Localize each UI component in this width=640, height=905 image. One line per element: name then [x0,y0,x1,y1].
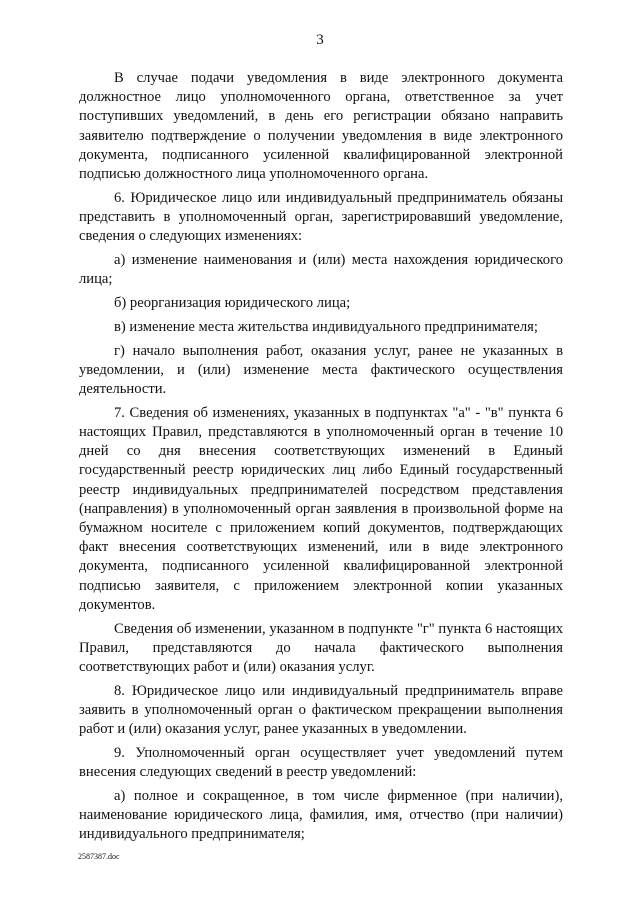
paragraph-6g: г) начало выполнения работ, оказания услуг, ранее не указанных в уведомлении, и (или) изменение места фактического осуществления деятельности. [79,342,563,398]
paragraph-6: 6. Юридическое лицо или индивидуальный предприниматель обязаны представить в уполномоченный орган, зарегистрировавший уведомление, сведения о следующих изменениях: [79,189,563,245]
paragraph-6v: в) изменение места жительства индивидуального предпринимателя; [114,318,538,335]
paragraph-9a: а) полное и сокращенное, в том числе фирменное (при наличии), наименование юридического лица, фамилия, имя, отчество (при наличии) индивидуального предпринимателя; [79,788,563,843]
document-body [79,69,563,849]
paragraph-7: 7. Сведения об изменениях, указанных в подпунктах "а" - "в" пункта 6 настоящих Правил, представляются в уполномоченный орган в течение 10 дней со дня внесения соответствующих изменений в Единый государственный реестр юридических лиц либо Единый государственный реестр индивидуальных предпринимателей посредством представления (направления) в уполномоченный орган заявления в произвольной форме на бумажном носителе с приложением копий документов, подтверждающих факт внесения соответствующих изменений, или в виде электронного документа, подписанного усиленной квалифицированной электронной подписью заявителя, с приложением электронной копии указанных документов. [79,404,563,613]
paragraph-electronic-notification: В случае подачи уведомления в виде электронного документа должностное лицо уполномоченного органа, ответственное за учет поступивших уведомлений, в день его регистрации обязано направить заявителю подтверждение о получении уведомления в виде электронного документа, подписанного усиленной квалифицированной электронной подписью должностного лица уполномоченного органа. [79,70,563,183]
paragraph-9: 9. Уполномоченный орган осуществляет учет уведомлений путем внесения следующих сведений в реестр уведомлений: [79,745,563,781]
file-name-footer: 2587387.doc [78,852,120,861]
paragraph-6a: а) изменение наименования и (или) места нахождения юридического лица; [79,252,563,288]
paragraph-7-change-g: Сведения об изменении, указанном в подпункте "г" пункта 6 настоящих Правил, представляются до начала фактического выполнения соответствующих работ и (или) оказания услуг. [79,620,563,676]
paragraph-8: 8. Юридическое лицо или индивидуальный предприниматель вправе заявить в уполномоченный орган о фактическом прекращении выполнения работ и (или) оказания услуг, ранее указанных в уведомлении. [79,682,563,738]
paragraph-6b: б) реорганизация юридического лица; [114,295,351,312]
page-number: 3 [316,32,324,48]
